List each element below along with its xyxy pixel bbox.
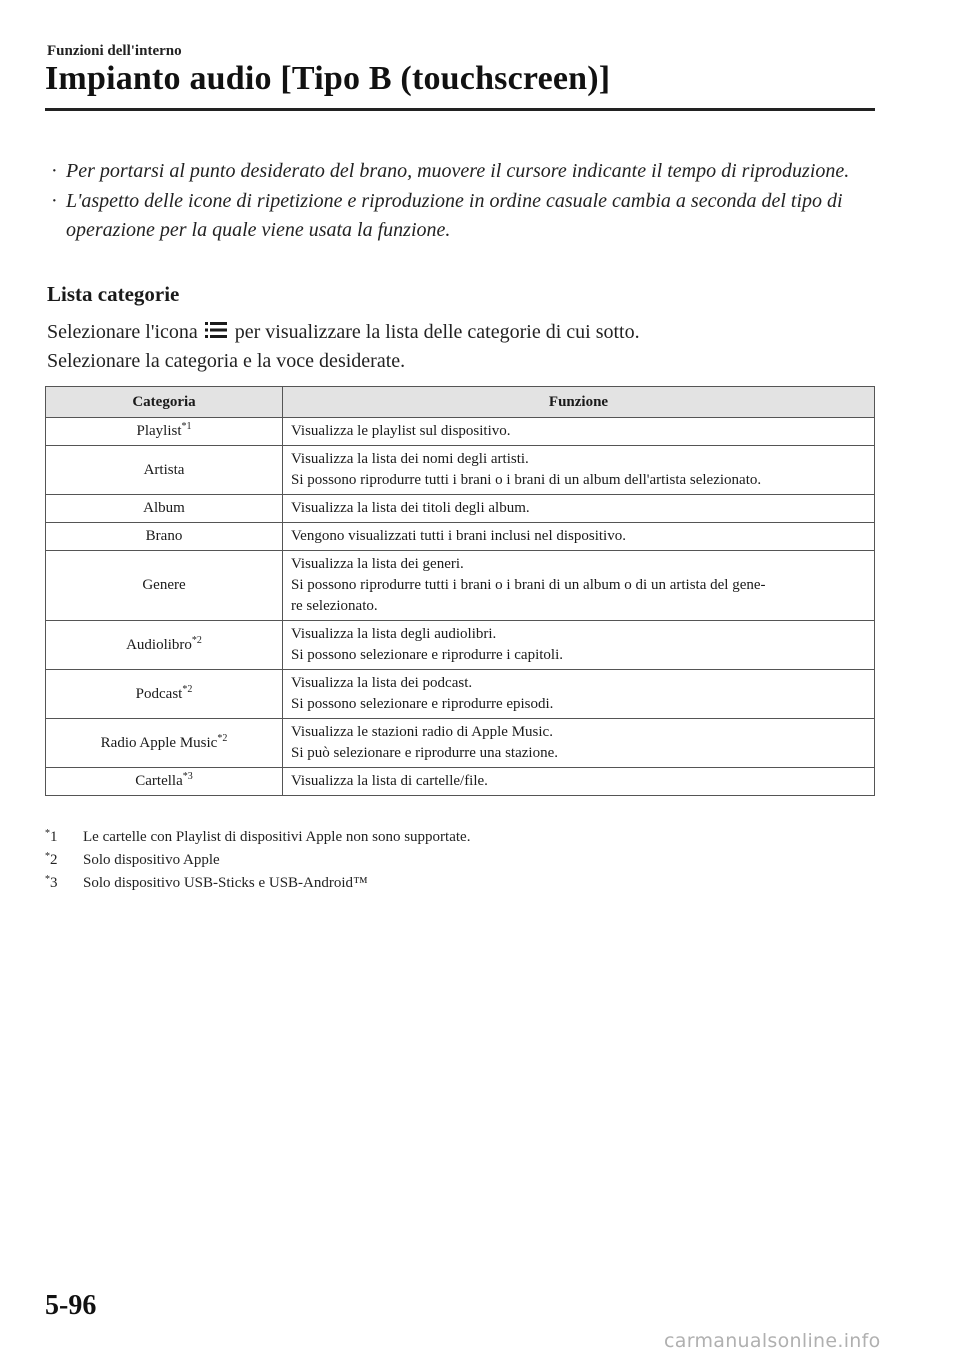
function-line: Visualizza le playlist sul dispositivo. (291, 423, 511, 439)
footnote-text: Le cartelle con Playlist di dispositivi Apple non sono supportate. (83, 829, 471, 845)
category-name: Podcast (135, 685, 183, 702)
category-cell (46, 551, 283, 621)
footnote-star: * (45, 828, 50, 839)
list-icon (205, 321, 227, 339)
footnote (45, 826, 875, 849)
bullet-text: L'aspetto delle icone di ripetizione e riproduzione in ordine casuale cambia a seconda del tipo di operazione per la quale viene usata la funzione. (66, 190, 843, 241)
function-line: Si possono selezionare e riprodurre i capitoli. (291, 647, 564, 663)
table-row (46, 418, 875, 446)
table-body (46, 418, 875, 796)
function-cell (283, 418, 875, 446)
footnote-number: 2 (50, 852, 58, 868)
function-line: Si può selezionare e riprodurre una stazione. (291, 745, 558, 761)
category-cell (46, 418, 283, 446)
bullet-text: Per portarsi al punto desiderato del brano, muovere il cursore indicante il tempo di riproduzione. (66, 160, 850, 182)
intro-text-before: Selezionare l'icona (47, 321, 198, 343)
function-cell (283, 551, 875, 621)
category-name: Genere (142, 577, 186, 593)
section-label: Funzioni dell'interno (47, 43, 182, 59)
chapter-title: Impianto audio [Tipo B (touchscreen)] (45, 60, 611, 97)
function-line: Si possono riprodurre tutti i brani o i brani di un album o di un artista del gene- (291, 577, 766, 593)
footnote (45, 849, 875, 872)
table-row (46, 768, 875, 796)
table-row (46, 670, 875, 719)
category-cell (46, 446, 283, 495)
footnote-text: Solo dispositivo USB-Sticks e USB-Android™ (83, 875, 368, 891)
function-line: Visualizza la lista dei podcast. (291, 675, 473, 691)
function-cell (283, 523, 875, 551)
bullet-item (47, 157, 882, 186)
function-line: Visualizza la lista degli audiolibri. (291, 626, 497, 642)
bullet-item (47, 187, 882, 245)
table-header-row (46, 387, 875, 418)
function-line: Si possono selezionare e riprodurre episodi. (291, 696, 554, 712)
intro-line-2: Selezionare la categoria e la voce desiderate. (47, 350, 406, 372)
category-name: Cartella (135, 773, 183, 789)
bullet-list (47, 157, 882, 246)
category-name: Brano (145, 528, 183, 544)
category-cell (46, 768, 283, 796)
footnotes (45, 826, 875, 895)
intro-line-1 (47, 318, 887, 347)
function-line: Vengono visualizzati tutti i brani inclusi nel dispositivo. (291, 528, 626, 544)
footnote-star: * (45, 874, 50, 885)
footnote-text: Solo dispositivo Apple (83, 852, 220, 868)
function-line: Visualizza la lista dei nomi degli artisti. (291, 451, 529, 467)
table-row (46, 621, 875, 670)
footnote-ref: *2 (182, 683, 193, 695)
bullet-dot: · (51, 190, 58, 212)
category-name: Playlist (136, 423, 182, 439)
watermark: carmanualsonline.info (664, 1330, 881, 1352)
function-cell (283, 621, 875, 670)
column-header-category: Categoria (46, 387, 283, 418)
footnote-mark (45, 872, 83, 895)
function-line: Visualizza la lista di cartelle/file. (291, 773, 488, 789)
footnote-number: 1 (50, 829, 58, 845)
category-name: Audiolibro (126, 636, 192, 653)
function-cell (283, 495, 875, 523)
function-line: Visualizza la lista dei generi. (291, 556, 464, 572)
table-row (46, 719, 875, 768)
function-cell (283, 446, 875, 495)
category-cell (46, 523, 283, 551)
footnote-star: * (45, 851, 50, 862)
category-cell (46, 670, 283, 719)
category-cell (46, 719, 283, 768)
category-name: Album (143, 500, 185, 516)
intro-text-after: per visualizzare la lista delle categorie di cui sotto. (234, 321, 640, 343)
category-name: Artista (143, 461, 185, 478)
footnote-mark (45, 826, 83, 849)
function-cell (283, 768, 875, 796)
footnote-ref: *3 (182, 771, 193, 782)
page-number: 5-96 (45, 1290, 97, 1321)
bullet-dot: · (51, 160, 58, 182)
function-line: re selezionato. (291, 598, 378, 614)
table-row (46, 523, 875, 551)
footnote-ref: *1 (181, 421, 192, 432)
footnote (45, 872, 875, 895)
footnote-ref: *2 (217, 732, 228, 744)
function-cell (283, 719, 875, 768)
footnote-mark (45, 849, 83, 872)
function-line: Si possono riprodurre tutti i brani o i brani di un album dell'artista selezionato. (291, 472, 762, 488)
subheading: Lista categorie (47, 282, 180, 306)
table-row (46, 551, 875, 621)
table-row (46, 495, 875, 523)
table-row (46, 446, 875, 495)
category-name: Radio Apple Music (100, 734, 218, 751)
footnote-ref: *2 (191, 634, 202, 646)
column-header-function: Funzione (283, 387, 875, 418)
footnote-number: 3 (50, 875, 58, 891)
title-rule (45, 108, 875, 111)
function-cell (283, 670, 875, 719)
function-line: Visualizza la lista dei titoli degli album. (291, 500, 530, 516)
function-line: Visualizza le stazioni radio di Apple Music. (291, 724, 553, 740)
category-cell (46, 495, 283, 523)
intro-paragraph (47, 318, 887, 376)
category-table (45, 386, 875, 796)
category-cell (46, 621, 283, 670)
